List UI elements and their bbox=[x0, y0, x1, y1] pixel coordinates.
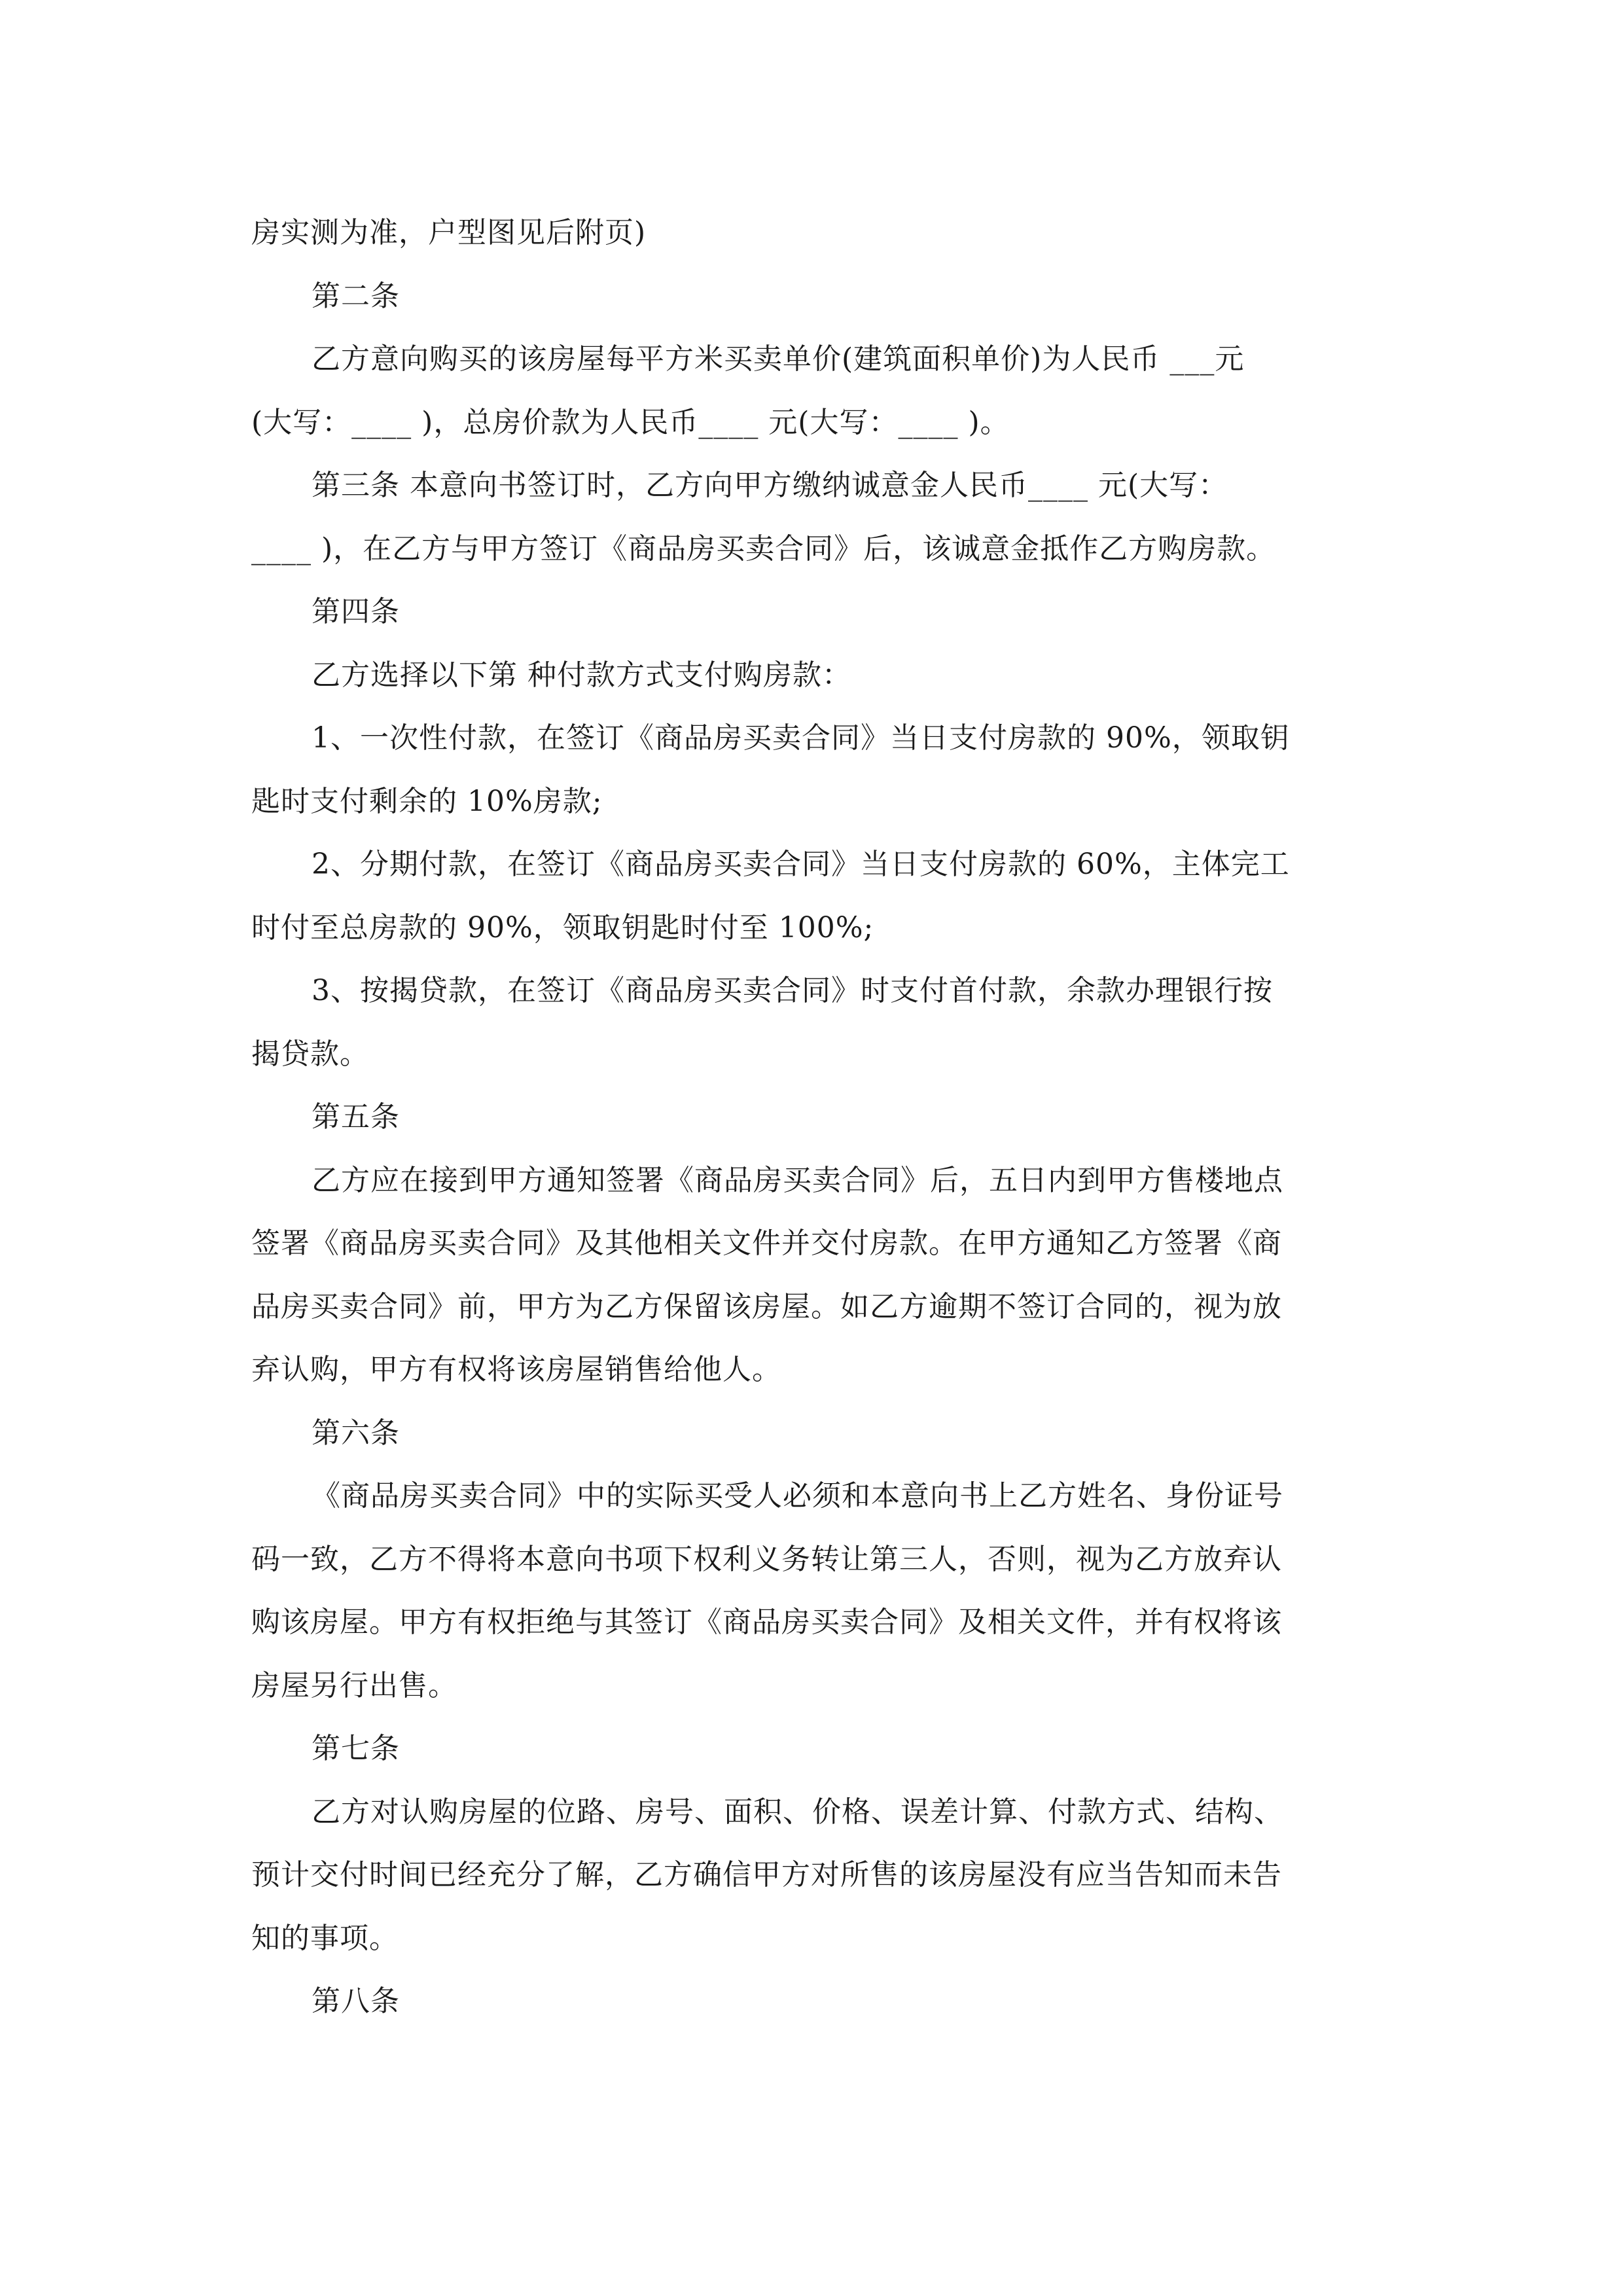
text-line: 乙方对认购房屋的位路、房号、面积、价格、误差计算、付款方式、结构、 bbox=[312, 1795, 1283, 1829]
text-line: 第三条 本意向书签订时，乙方向甲方缴纳诚意金人民币____ 元(大写： bbox=[312, 469, 1228, 502]
article-heading: 第八条 bbox=[312, 1984, 400, 2018]
text-line: 乙方意向购买的该房屋每平方米买卖单价(建筑面积单价)为人民币 ___元 bbox=[312, 342, 1245, 376]
text-line: 匙时支付剩余的 10%房款; bbox=[251, 784, 603, 818]
text-line: 弃认购，甲方有权将该房屋销售给他人。 bbox=[251, 1353, 781, 1386]
text-line: (大写：____ )，总房价款为人民币____ 元(大写：____ )。 bbox=[251, 405, 1010, 439]
text-line: 乙方应在接到甲方通知签署《商品房买卖合同》后，五日内到甲方售楼地点 bbox=[312, 1163, 1283, 1197]
text-line: 购该房屋。甲方有权拒绝与其签订《商品房买卖合同》及相关文件，并有权将该 bbox=[251, 1605, 1282, 1639]
article-heading: 第二条 bbox=[312, 279, 400, 313]
article-heading: 第六条 bbox=[312, 1416, 400, 1450]
article-heading: 第五条 bbox=[312, 1100, 400, 1134]
document-body bbox=[251, 202, 1377, 2034]
text-line: 码一致，乙方不得将本意向书项下权利义务转让第三人，否则，视为乙方放弃认 bbox=[251, 1542, 1282, 1576]
text-line: 房实测为准，户型图见后附页) bbox=[251, 216, 647, 249]
text-line: 知的事项。 bbox=[251, 1921, 399, 1955]
text-line: 时付至总房款的 90%，领取钥匙时付至 100%; bbox=[251, 910, 874, 944]
text-line: 1、一次性付款，在签订《商品房买卖合同》当日支付房款的 90%，领取钥 bbox=[312, 721, 1290, 755]
article-heading: 第四条 bbox=[312, 595, 400, 628]
text-line: 揭贷款。 bbox=[251, 1037, 369, 1071]
text-line: 2、分期付款，在签订《商品房买卖合同》当日支付房款的 60%，主体完工 bbox=[312, 848, 1290, 881]
article-heading: 第七条 bbox=[312, 1732, 400, 1765]
text-line: 3、按揭贷款，在签订《商品房买卖合同》时支付首付款，余款办理银行按 bbox=[312, 974, 1273, 1007]
text-line: 房屋另行出售。 bbox=[251, 1668, 457, 1702]
text-line: 《商品房买卖合同》中的实际买受人必须和本意向书上乙方姓名、身份证号 bbox=[312, 1479, 1283, 1513]
text-line: 品房买卖合同》前，甲方为乙方保留该房屋。如乙方逾期不签订合同的，视为放 bbox=[251, 1289, 1282, 1323]
text-line: 签署《商品房买卖合同》及其他相关文件并交付房款。在甲方通知乙方签署《商 bbox=[251, 1227, 1282, 1260]
text-line: ____ )，在乙方与甲方签订《商品房买卖合同》后，该诚意金抵作乙方购房款。 bbox=[251, 531, 1276, 565]
text-line: 预计交付时间已经充分了解，乙方确信甲方对所售的该房屋没有应当告知而未告 bbox=[251, 1858, 1282, 1892]
text-line: 乙方选择以下第 种付款方式支付购房款： bbox=[312, 658, 851, 692]
